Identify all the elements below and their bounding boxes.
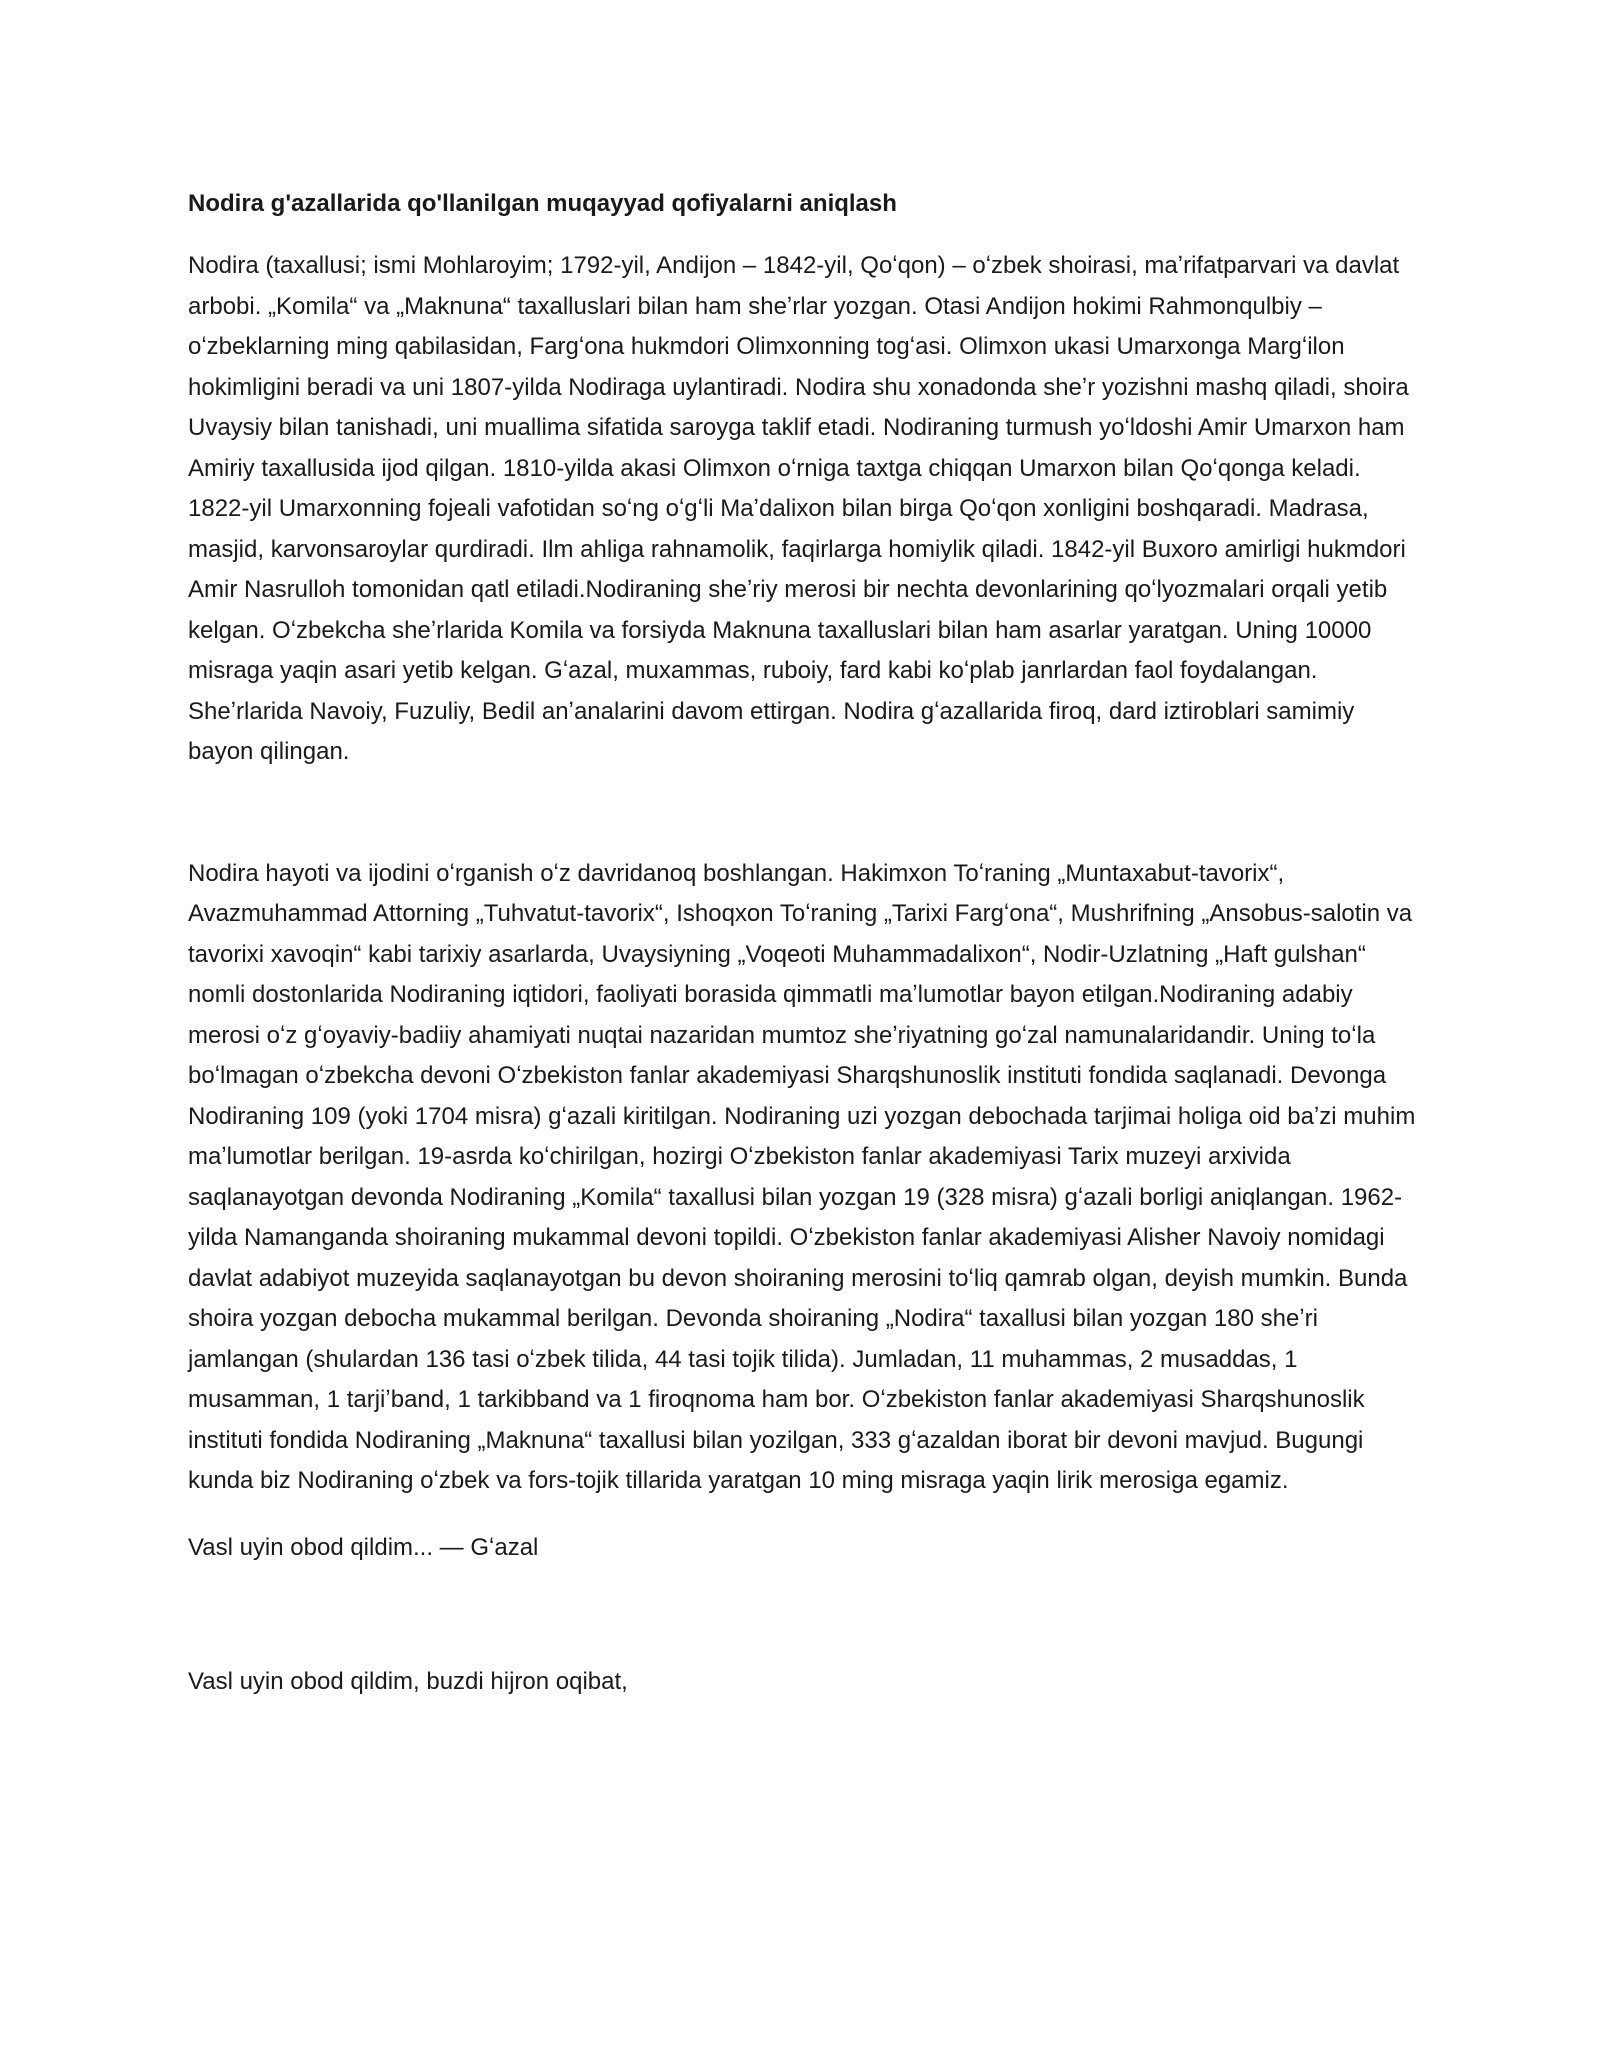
document-body [188,188,1418,1703]
poem-first-line: Vasl uyin obod qildim, buzdi hijron oqibat, [188,1668,628,1695]
paragraph-study-history: Nodira hayoti va ijodini oʻrganish oʻz davridanoq boshlangan. Hakimxon Toʻraning „Muntaxabut-tavorix“, Avazmuhammad Attorning „Tuhvatut-tavorix“, Ishoqxon Toʻraning „Tarixi Fargʻona“, Mushrifning „Ansobus-salotin va tavorixi xavoqin“ kabi tarixiy asarlarda, Uvaysiyning „Voqeoti Muhammadalixon“, Nodir-Uzlatning „Haft gulshan“ nomli dostonlarida Nodiraning iqtidori, faoliyati borasida qimmatli maʼlumotlar bayon etilgan.Nodiraning adabiy merosi oʻz gʻoyaviy-badiiy ahamiyati nuqtai nazaridan mumtoz sheʼriyatning goʻzal namunalaridandir. Uning toʻla boʻlmagan oʻzbekcha devoni Oʻzbekiston fanlar akademiyasi Sharqshunoslik instituti fondida saqlanadi. Devonga Nodiraning 109 (yoki 1704 misra) gʻazali kiritilgan. Nodiraning uzi yozgan debochada tarjimai holiga oid baʼzi muhim maʼlumotlar berilgan. 19-asrda koʻchirilgan, hozirgi Oʻzbekiston fanlar akademiyasi Tarix muzeyi arxivida saqlanayotgan devonda Nodiraning „Komila“ taxallusi bilan yozgan 19 (328 misra) gʻazali borligi aniqlangan. 1962-yilda Namanganda shoiraning mukammal devoni topildi. Oʻzbekiston fanlar akademiyasi Alisher Navoiy nomidagi davlat adabiyot muzeyida saqlanayotgan bu devon shoiraning merosini toʻliq qamrab olgan, deyish mumkin. Bunda shoira yozgan debocha mukammal berilgan. Devonda shoiraning „Nodira“ taxallusi bilan yozgan 180 sheʼri jamlangan (shulardan 136 tasi oʻzbek tilida, 44 tasi tojik tilida). Jumladan, 11 muhammas, 2 musaddas, 1 musamman, 1 tarjiʼband, 1 tarkibband va 1 firoqnoma ham bor. Oʻzbekiston fanlar akademiyasi Sharqshunoslik instituti fondida Nodiraning „Maknuna“ taxallusi bilan yozilgan, 333 gʻazaldan iborat bir devoni mavjud. Bugungi kunda biz Nodiraning oʻzbek va fors-tojik tillarida yaratgan 10 ming misraga yaqin lirik merosiga egamiz. [188,859,1416,1494]
blank-line-spacer [188,1568,1418,1662]
paragraph-biography: Nodira (taxallusi; ismi Mohlaroyim; 1792-yil, Andijon – 1842-yil, Qoʻqon) – oʻzbek shoirasi, maʼrifatparvari va davlat arbobi. „Komila“ va „Maknuna“ taxalluslari bilan ham sheʼrlar yozgan. Otasi Andijon hokimi Rahmonqulbiy – oʻzbeklarning ming qabilasidan, Fargʻona hukmdori Olimxonning togʻasi. Olimxon ukasi Umarxonga Margʻilon hokimligini beradi va uni 1807-yilda Nodiraga uylantiradi. Nodira shu xonadonda sheʼr yozishni mashq qiladi, shoira Uvaysiy bilan tanishadi, uni muallima sifatida saroyga taklif etadi. Nodiraning turmush yoʻldoshi Amir Umarxon ham Amiriy taxallusida ijod qilgan. 1810-yilda akasi Olimxon oʻrniga taxtga chiqqan Umarxon bilan Qoʻqonga keladi. 1822-yil Umarxonning fojeali vafotidan soʻng oʻgʻli Maʼdalixon bilan birga Qoʻqon xonligini boshqaradi. Madrasa, masjid, karvonsaroylar qurdiradi. Ilm ahliga rahnamolik, faqirlarga homiylik qiladi. 1842-yil Buxoro amirligi hukmdori Amir Nasrulloh tomonidan qatl etiladi.Nodiraning sheʼriy merosi bir nechta devonlarining qoʻlyozmalari orqali yetib kelgan. Oʻzbekcha sheʼrlarida Komila va forsiyda Maknuna taxalluslari bilan ham asarlar yaratgan. Uning 10000 misraga yaqin asari yetib kelgan. Gʻazal, muxammas, ruboiy, fard kabi koʻplab janrlardan faol foydalangan. Sheʼrlarida Navoiy, Fuzuliy, Bedil anʼanalarini davom ettirgan. Nodira gʻazallarida firoq, dard iztiroblari samimiy bayon qilingan. [188,252,1409,765]
blank-line-spacer [188,773,1418,854]
poem-heading: Vasl uyin obod qildim... — Gʻazal [188,1533,539,1561]
document-title: Nodira g'azallarida qo'llanilgan muqayyad qofiyalarni aniqlash [188,190,897,217]
blank-line-spacer [188,1502,1418,1528]
